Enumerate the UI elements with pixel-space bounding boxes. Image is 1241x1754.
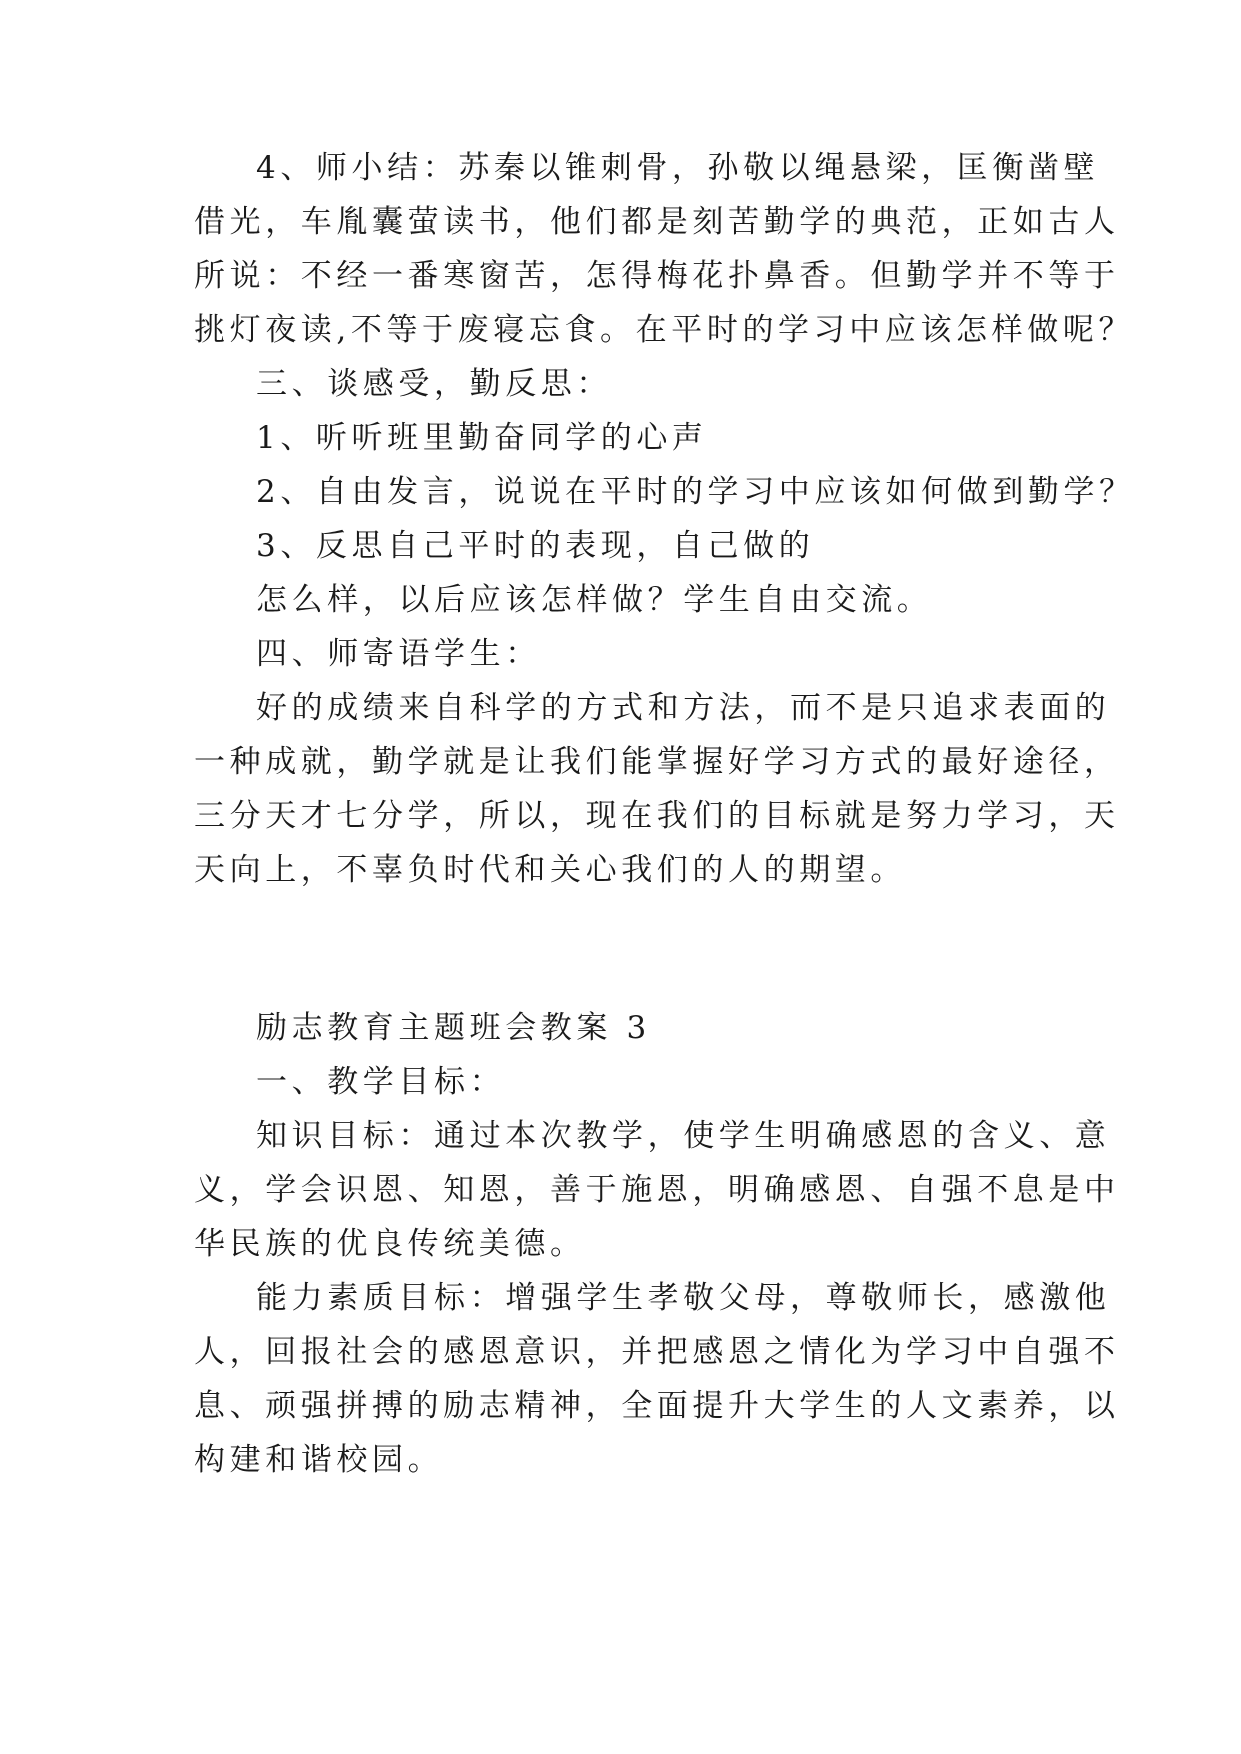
- summary-line-4: 挑灯夜读,不等于废寝忘食。在平时的学习中应该怎样做呢？: [194, 312, 1135, 348]
- knowledge-goal-line-3: 华民族的优良传统美德。: [194, 1226, 586, 1262]
- knowledge-goal-line-1: 知识目标：通过本次教学，使学生明确感恩的含义、意: [256, 1118, 1111, 1154]
- part3-item-2: 2、自由发言，说说在平时的学习中应该如何做到勤学？: [256, 474, 1135, 510]
- part4-line-3: 三分天才七分学，所以，现在我们的目标就是努力学习，天: [194, 798, 1120, 834]
- ability-goal-line-1: 能力素质目标：增强学生孝敬父母，尊敬师长，感激他: [256, 1280, 1111, 1316]
- part3-item-3-continued: 怎么样，以后应该怎样做？学生自由交流。: [256, 582, 933, 618]
- summary-line-1: 4、师小结：苏秦以锥刺骨，孙敬以绳悬梁，匡衡凿壁: [256, 150, 1100, 186]
- part4-heading: 四、师寄语学生：: [256, 636, 541, 672]
- summary-line-2: 借光，车胤囊萤读书，他们都是刻苦勤学的典范，正如古人: [194, 204, 1120, 240]
- ability-goal-line-2: 人，回报社会的感恩意识，并把感恩之情化为学习中自强不: [194, 1334, 1120, 1370]
- knowledge-goal-line-2: 义，学会识恩、知恩，善于施恩，明确感恩、自强不息是中: [194, 1172, 1120, 1208]
- part4-line-1: 好的成绩来自科学的方式和方法，而不是只追求表面的: [256, 690, 1111, 726]
- lesson3-title: 励志教育主题班会教案 3: [256, 1010, 651, 1046]
- part3-heading: 三、谈感受，勤反思：: [256, 366, 612, 402]
- ability-goal-line-4: 构建和谐校园。: [194, 1442, 444, 1478]
- lesson3-part1-heading: 一、教学目标：: [256, 1064, 506, 1100]
- part4-line-2: 一种成就，勤学就是让我们能掌握好学习方式的最好途径，: [194, 744, 1120, 780]
- part3-item-3: 3、反思自己平时的表现，自己做的: [256, 528, 815, 564]
- ability-goal-line-3: 息、顽强拼搏的励志精神，全面提升大学生的人文素养，以: [194, 1388, 1120, 1424]
- part3-item-1: 1、听听班里勤奋同学的心声: [256, 420, 708, 456]
- part4-line-4: 天向上，不辜负时代和关心我们的人的期望。: [194, 852, 906, 888]
- summary-line-3: 所说：不经一番寒窗苦，怎得梅花扑鼻香。但勤学并不等于: [194, 258, 1120, 294]
